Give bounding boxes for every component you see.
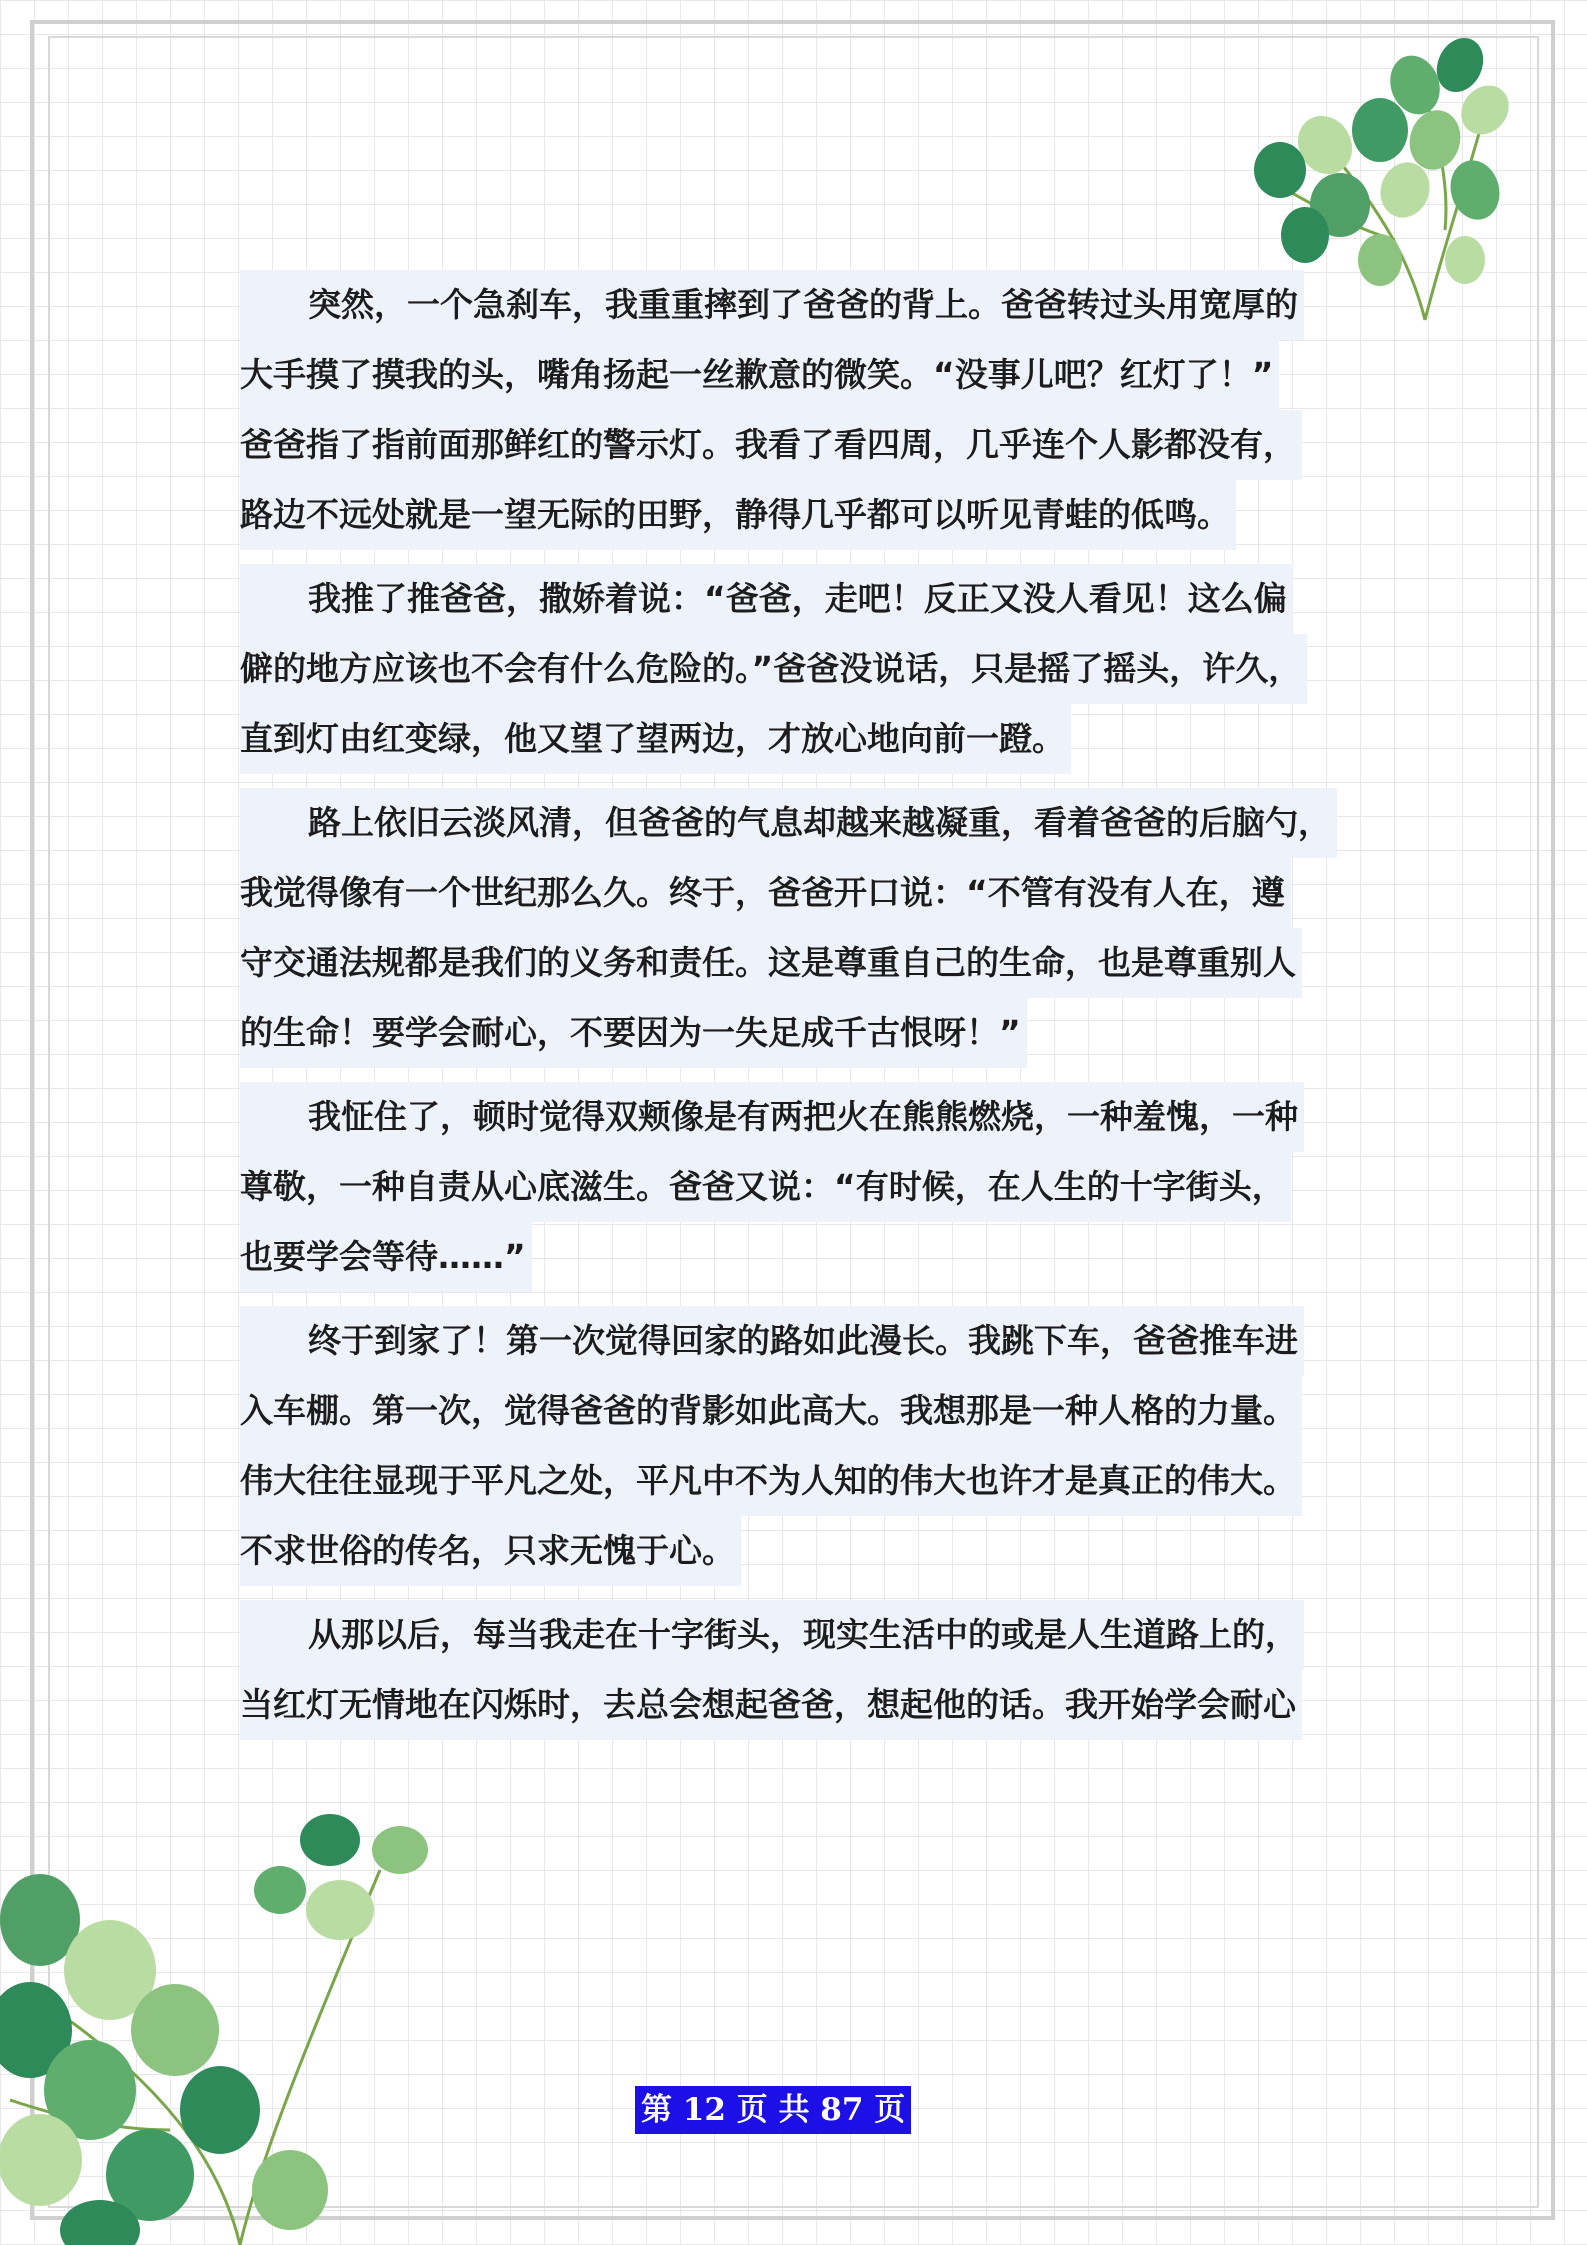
page-number-footer: 第 12 页 共 87 页: [635, 2086, 911, 2134]
text-line: 路上依旧云淡风清，但爸爸的气息却越来越凝重，看着爸爸的后脑勺，: [240, 788, 1337, 858]
text-line: 入车棚。第一次，觉得爸爸的背影如此高大。我想那是一种人格的力量。: [240, 1376, 1302, 1446]
text-line: 终于到家了！第一次觉得回家的路如此漫长。我跳下车，爸爸推车进: [240, 1306, 1304, 1376]
paragraph: [240, 564, 1350, 774]
text-line: 直到灯由红变绿，他又望了望两边，才放心地向前一蹬。: [240, 704, 1071, 774]
text-line: 我推了推爸爸，撒娇着说：“爸爸，走吧！反正又没人看见！这么偏: [240, 564, 1293, 634]
text-line: 当红灯无情地在闪烁时，去总会想起爸爸，想起他的话。我开始学会耐心: [240, 1670, 1302, 1740]
text-line: 我怔住了，顿时觉得双颊像是有两把火在熊熊燃烧，一种羞愧，一种: [240, 1082, 1304, 1152]
text-line: 的生命！要学会耐心，不要因为一失足成千古恨呀！”: [240, 998, 1027, 1068]
paragraph: [240, 1082, 1350, 1292]
paragraph: [240, 270, 1350, 550]
article-body: [240, 270, 1350, 1754]
text-line: 也要学会等待……”: [240, 1222, 532, 1292]
text-line: 尊敬，一种自责从心底滋生。爸爸又说：“有时候，在人生的十字街头，: [240, 1152, 1291, 1222]
text-line: 爸爸指了指前面那鲜红的警示灯。我看了看四周，几乎连个人影都没有，: [240, 410, 1302, 480]
text-line: 大手摸了摸我的头，嘴角扬起一丝歉意的微笑。“没事儿吧？红灯了！”: [240, 340, 1279, 410]
text-line: 我觉得像有一个世纪那么久。终于，爸爸开口说：“不管有没有人在，遵: [240, 858, 1291, 928]
text-line: 僻的地方应该也不会有什么危险的。”爸爸没说话，只是摇了摇头，许久，: [240, 634, 1307, 704]
text-line: 不求世俗的传名，只求无愧于心。: [240, 1516, 741, 1586]
paragraph: [240, 1306, 1350, 1586]
text-line: 伟大往往显现于平凡之处，平凡中不为人知的伟大也许才是真正的伟大。: [240, 1446, 1302, 1516]
paragraph: [240, 1600, 1350, 1740]
paragraph: [240, 788, 1350, 1068]
text-line: 路边不远处就是一望无际的田野，静得几乎都可以听见青蛙的低鸣。: [240, 480, 1236, 550]
text-line: 从那以后，每当我走在十字街头，现实生活中的或是人生道路上的，: [240, 1600, 1304, 1670]
text-line: 守交通法规都是我们的义务和责任。这是尊重自己的生命，也是尊重别人: [240, 928, 1302, 998]
leaf-decoration-bottom-left: [0, 1800, 470, 2245]
text-line: 突然，一个急刹车，我重重摔到了爸爸的背上。爸爸转过头用宽厚的: [240, 270, 1304, 340]
